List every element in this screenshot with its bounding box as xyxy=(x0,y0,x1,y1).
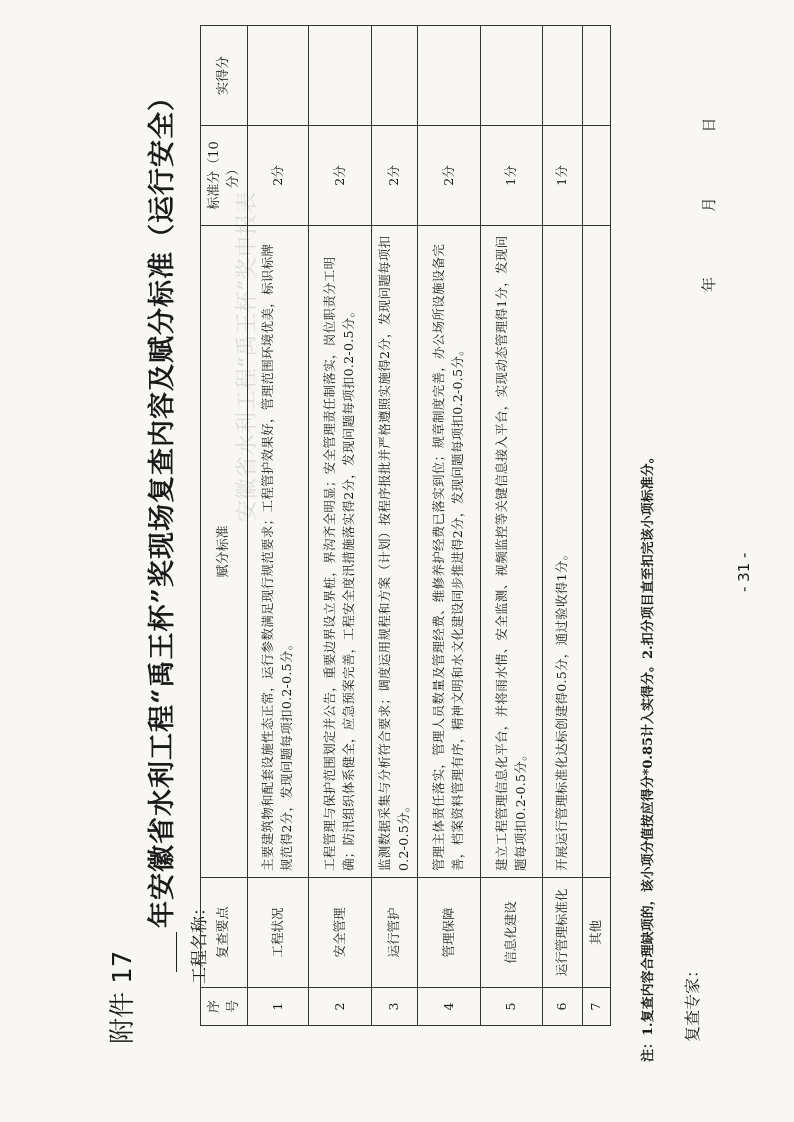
row-actual-input[interactable] xyxy=(418,26,481,126)
row-no: 7 xyxy=(583,988,611,1026)
row-item: 管理保障 xyxy=(418,878,481,988)
bleed-through-text: 安徽省水利工程“禹王杯”奖申报表 xyxy=(235,191,260,522)
table-row xyxy=(481,26,543,1026)
row-item: 运行管护 xyxy=(372,878,418,988)
page-number: - 31 - xyxy=(735,552,753,592)
row-standard xyxy=(583,226,611,878)
row-score: 2分 xyxy=(372,126,418,226)
header-no: 序号 xyxy=(201,988,248,1026)
table-footnote: 注：1.复查内容合理缺项的，该小项分值按应得分*0.85计入实得分。2.扣分项目直至扣完该小项标准分。 xyxy=(641,450,656,1062)
row-score: 2分 xyxy=(248,126,309,226)
year-blank-line xyxy=(148,932,177,972)
reviewer-label: 复查专家： xyxy=(683,961,702,1042)
table-row xyxy=(248,26,309,1026)
date-label: 年 月 日 xyxy=(700,117,718,292)
row-actual-input[interactable] xyxy=(543,26,583,126)
row-standard: 主要建筑物和配套设施性态正常，运行参数满足现行规范要求；工程管护效果好，管理范围环境优美，标识标牌规范得2分，发现问题每项扣0.2-0.5分。 xyxy=(248,226,309,878)
project-name-label: 工程名称： xyxy=(190,899,210,984)
row-item: 运行管理标准化 xyxy=(543,878,583,988)
scoring-table xyxy=(200,25,611,1026)
header-item: 复查要点 xyxy=(201,878,248,988)
row-standard: 建立工程管理信息化平台，并将雨水情、安全监测、视频监控等关键信息接入平台，实现动态管理得1分，发现问题每项扣0.2-0.5分。 xyxy=(481,226,543,878)
page-title-text: 年安徽省水利工程“禹王杯”奖现场复查内容及赋分标准（运行安全） xyxy=(147,82,178,928)
row-no: 3 xyxy=(372,988,418,1026)
row-item: 安全管理 xyxy=(309,878,372,988)
table-header-row xyxy=(201,26,248,1026)
row-no: 6 xyxy=(543,988,583,1026)
table-row xyxy=(418,26,481,1026)
page-title xyxy=(140,0,179,972)
row-score: 1分 xyxy=(543,126,583,226)
row-standard: 工程管理与保护范围划定并公告，重要边界设立界桩，界沟齐全明显；安全管理责任制落实，岗位职责分工明确；防汛组织体系健全，应急预案完善，工程安全度汛措施落实得2分，发现问题每项扣0.2-0.5分。 xyxy=(309,226,372,878)
table-row xyxy=(309,26,372,1026)
row-score: 1分 xyxy=(481,126,543,226)
row-score xyxy=(583,126,611,226)
row-actual-input[interactable] xyxy=(372,26,418,126)
row-no: 2 xyxy=(309,988,372,1026)
attachment-label: 附件 17 xyxy=(108,950,138,1044)
row-actual-input[interactable] xyxy=(583,26,611,126)
header-actual: 实得分 xyxy=(201,26,248,126)
row-score: 2分 xyxy=(418,126,481,226)
header-standard: 赋分标准 xyxy=(201,226,248,878)
row-standard: 开展运行管理标准化达标创建得0.5分，通过验收得1分。 xyxy=(543,226,583,878)
row-score: 2分 xyxy=(309,126,372,226)
row-no: 5 xyxy=(481,988,543,1026)
table-row xyxy=(543,26,583,1026)
table-row xyxy=(372,26,418,1026)
row-standard: 管理主体责任落实，管理人员数量及管理经费、维修养护经费已落实到位；规章制度完善，办公场所设施设备完善，档案资料管理有序，精神文明和水文化建设同步推进得2分，发现问题每项扣0.2-0.5分。 xyxy=(418,226,481,878)
row-no: 4 xyxy=(418,988,481,1026)
row-actual-input[interactable] xyxy=(248,26,309,126)
row-actual-input[interactable] xyxy=(309,26,372,126)
row-item: 其他 xyxy=(583,878,611,988)
row-standard: 监测数据采集与分析符合要求；调度运用规程和方案（计划）按程序报批并严格遵照实施得2分，发现问题每项扣0.2-0.5分。 xyxy=(372,226,418,878)
row-item: 工程状况 xyxy=(248,878,309,988)
header-score: 标准分（10分） xyxy=(201,126,248,226)
table-row xyxy=(583,26,611,1026)
row-actual-input[interactable] xyxy=(481,26,543,126)
row-no: 1 xyxy=(248,988,309,1026)
row-item: 信息化建设 xyxy=(481,878,543,988)
